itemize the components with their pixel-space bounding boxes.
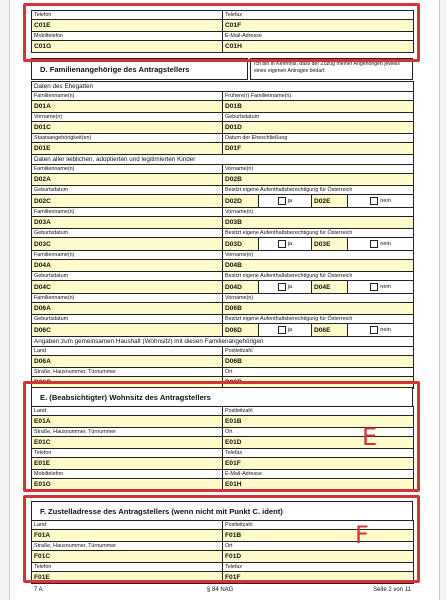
child-residence-code: D03D (223, 238, 259, 251)
residence-country-field[interactable]: E01A (32, 416, 223, 428)
child-residence-label: Besitzt eigene Aufenthaltsberechtigung für Österreich (223, 315, 414, 324)
section-e-title: E. (Beabsichtigter) Wohnsitz des Antragstellers (31, 387, 413, 407)
residence-city-label: Ort (223, 428, 414, 437)
checkbox-icon[interactable] (370, 197, 378, 205)
email-field[interactable]: C01H (223, 41, 414, 53)
spouse-firstname-label: Vorname(n) (32, 113, 223, 122)
spouse-birthdate-label: Geburtsdatum (223, 113, 414, 122)
household-street-field[interactable]: D06C (32, 377, 223, 389)
fax-label: Telefax (223, 11, 414, 20)
annotation-letter-e: E (362, 423, 378, 451)
residence-street-label: Straße, Hausnummer, Türnummer (32, 428, 223, 437)
child-residence-no[interactable] (348, 281, 414, 294)
child-surname-label: Familienname(n) (32, 251, 223, 260)
spouse-birthdate-field[interactable]: D01D (223, 122, 414, 134)
section-d-table (31, 81, 414, 389)
checkbox-icon[interactable] (278, 326, 286, 334)
child-birthdate-field[interactable]: D03C (32, 238, 223, 251)
child-birthdate-field[interactable]: D02C (32, 195, 223, 208)
household-country-field[interactable]: D06A (32, 356, 223, 368)
footer-form-code: 7 A (34, 587, 43, 593)
delivery-postcode-field[interactable]: F01B (223, 530, 414, 542)
child-residence-code: D04D (223, 281, 259, 294)
residence-postcode-field[interactable]: E01B (223, 416, 414, 428)
child-surname-label: Familienname(n) (32, 208, 223, 217)
yes-label: ja (287, 198, 293, 204)
no-label: nein (380, 327, 391, 333)
section-d-title: D. Familienangehörige des Antragstellers (31, 58, 248, 80)
child-firstname-field[interactable]: D06B (223, 303, 414, 315)
spouse-marriage-date-label: Datum der Eheschließung (223, 134, 414, 143)
yes-label: ja (287, 241, 293, 247)
spouse-surname-label: Familienname(n) (32, 92, 223, 101)
checkbox-icon[interactable] (370, 326, 378, 334)
child-residence-label: Besitzt eigene Aufenthaltsberechtigung für Österreich (223, 272, 414, 281)
delivery-street-field[interactable]: F01C (32, 551, 223, 563)
child-birthdate-label: Geburtsdatum (32, 186, 223, 195)
child-surname-label: Familienname(n) (32, 165, 223, 174)
delivery-phone-label: Telefon (32, 563, 223, 572)
yes-label: ja (287, 327, 293, 333)
mobile-field[interactable]: C01G (32, 41, 223, 53)
annotation-letter-f: F (355, 521, 369, 549)
child-firstname-label: Vorname(n) (223, 208, 414, 217)
child-residence-yes[interactable] (259, 238, 312, 251)
child-residence-code: D06D (223, 324, 259, 337)
child-residence-code-e: D04E (312, 281, 348, 294)
delivery-country-label: Land (32, 521, 223, 530)
child-residence-code-e: D03E (312, 238, 348, 251)
residence-fax-field[interactable]: E01F (223, 458, 414, 470)
delivery-street-label: Straße, Hausnummer, Türnummer (32, 542, 223, 551)
child-surname-field[interactable]: D03A (32, 217, 223, 229)
child-birthdate-label: Geburtsdatum (32, 229, 223, 238)
residence-mobile-field[interactable]: E01G (32, 479, 223, 491)
checkbox-icon[interactable] (370, 240, 378, 248)
checkbox-icon[interactable] (370, 283, 378, 291)
spouse-heading: Daten des Ehegatten (32, 82, 414, 92)
spouse-surname-field[interactable]: D01A (32, 101, 223, 113)
child-residence-code: D02D (223, 195, 259, 208)
spouse-marriage-date-field[interactable]: D01F (223, 143, 414, 155)
section-d-note: Ich bin in Kenntnis, dass der Zuzug meiner Angehörigen jeweils eines eigenen Antrages bedarf. (250, 58, 413, 80)
mobile-label: Mobiltelefon (32, 32, 223, 41)
child-residence-label: Besitzt eigene Aufenthaltsberechtigung für Österreich (223, 229, 414, 238)
spouse-former-surname-label: Frühere(r) Familienname(n) (223, 92, 414, 101)
email-label: E-Mail-Adresse (223, 32, 414, 41)
child-residence-code-e: D06E (312, 324, 348, 337)
child-birthdate-field[interactable]: D06C (32, 324, 223, 337)
child-firstname-label: Vorname(n) (223, 294, 414, 303)
delivery-city-field[interactable]: F01D (223, 551, 414, 563)
delivery-phone-field[interactable]: F01E (32, 572, 223, 584)
child-birthdate-label: Geburtsdatum (32, 272, 223, 281)
checkbox-icon[interactable] (278, 283, 286, 291)
child-surname-field[interactable]: D02A (32, 174, 223, 186)
fax-field[interactable]: C01F (223, 20, 414, 32)
footer-law-reference: § 84 NAG (207, 587, 234, 593)
yes-label: ja (287, 284, 293, 290)
spouse-nationality-label: Staatsangehörigkeit(en) (32, 134, 223, 143)
spouse-former-surname-field[interactable]: D01B (223, 101, 414, 113)
checkbox-icon[interactable] (278, 240, 286, 248)
delivery-postcode-label: Postleitzahl (223, 521, 414, 530)
child-birthdate-label: Geburtsdatum (32, 315, 223, 324)
residence-country-label: Land (32, 407, 223, 416)
no-label: nein (380, 198, 391, 204)
residence-phone-label: Telefon (32, 449, 223, 458)
household-city-label: Ort (223, 368, 414, 377)
residence-mobile-label: Mobiltelefon (32, 470, 223, 479)
spouse-nationality-field[interactable]: D01E (32, 143, 223, 155)
child-birthdate-field[interactable]: D04C (32, 281, 223, 294)
footer-page-number: Seite 2 von 11 (373, 587, 411, 593)
section-f-title: F. Zustelladresse des Antragstellers (wenn nicht mit Punkt C. ident) (31, 501, 413, 521)
child-residence-yes[interactable] (259, 195, 312, 208)
household-postcode-field[interactable]: D06B (223, 356, 414, 368)
child-firstname-label: Vorname(n) (223, 165, 414, 174)
spouse-firstname-field[interactable]: D01C (32, 122, 223, 134)
child-firstname-label: Vorname(n) (223, 251, 414, 260)
child-surname-field[interactable]: D04A (32, 260, 223, 272)
delivery-country-field[interactable]: F01A (32, 530, 223, 542)
household-city-field[interactable]: D06D (223, 377, 414, 389)
children-heading: Daten aller leiblichen, adoptierten und legitimierten Kinder (32, 155, 414, 165)
residence-fax-label: Telefax (223, 449, 414, 458)
residence-phone-field[interactable]: E01E (32, 458, 223, 470)
residence-email-label: E-Mail-Adresse (223, 470, 414, 479)
child-firstname-field[interactable]: D02B (223, 174, 414, 186)
no-label: nein (380, 241, 391, 247)
child-residence-no[interactable] (348, 238, 414, 251)
child-surname-label: Familienname(n) (32, 294, 223, 303)
phone-field[interactable]: C01E (32, 20, 223, 32)
household-country-label: Land (32, 347, 223, 356)
residence-postcode-label: Postleitzahl (223, 407, 414, 416)
checkbox-icon[interactable] (278, 197, 286, 205)
delivery-fax-field[interactable]: F01F (223, 572, 414, 584)
child-residence-code-e: D02E (312, 195, 348, 208)
child-residence-label: Besitzt eigene Aufenthaltsberechtigung für Österreich (223, 186, 414, 195)
delivery-fax-label: Telefax (223, 563, 414, 572)
delivery-city-label: Ort (223, 542, 414, 551)
highlight-box-contact (23, 3, 420, 62)
residence-email-field[interactable]: E01H (223, 479, 414, 491)
child-surname-field[interactable]: D06A (32, 303, 223, 315)
child-residence-yes[interactable] (259, 281, 312, 294)
no-label: nein (380, 284, 391, 290)
household-heading: Angaben zum gemeinsamen Haushalt (Wohnsitz) mit diesen Familienangehörigen (32, 337, 414, 347)
residence-city-field[interactable]: E01D (223, 437, 414, 449)
residence-street-field[interactable]: E01C (32, 437, 223, 449)
highlight-box-section-e (23, 381, 420, 492)
household-postcode-label: Postleitzahl (223, 347, 414, 356)
household-street-label: Straße, Hausnummer, Türnummer (32, 368, 223, 377)
child-firstname-field[interactable]: D03B (223, 217, 414, 229)
child-residence-no[interactable] (348, 324, 414, 337)
phone-label: Telefon (32, 11, 223, 20)
child-residence-yes[interactable] (259, 324, 312, 337)
child-residence-no[interactable] (348, 195, 414, 208)
child-firstname-field[interactable]: D04B (223, 260, 414, 272)
